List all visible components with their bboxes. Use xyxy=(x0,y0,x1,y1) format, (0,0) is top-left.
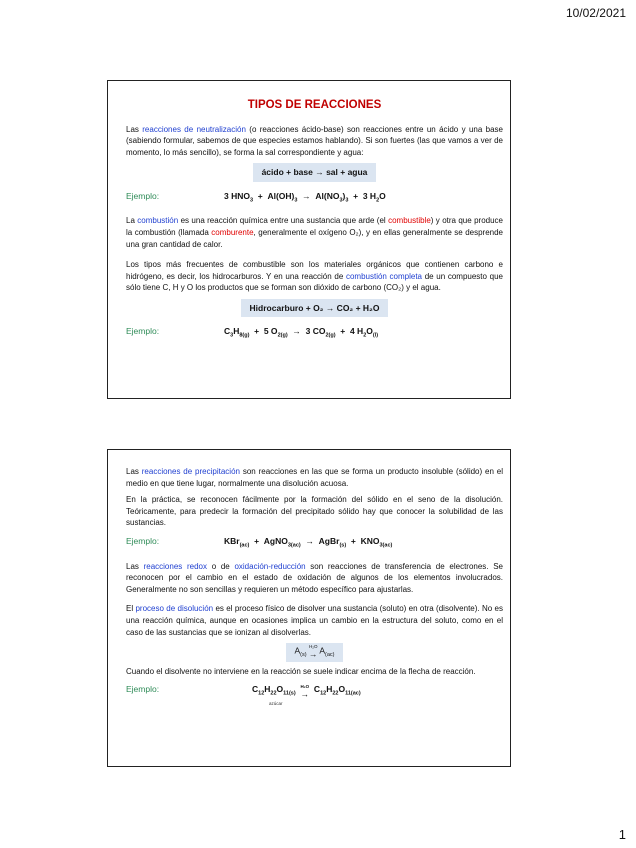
precipitation-paragraph: Las reacciones de precipitación son reacciones en las que se forma un producto insoluble (sólido) en el medio en que tiene lugar, normalmente una disolución acuosa. xyxy=(126,467,504,488)
redox-paragraph: Las reacciones redox o de oxidación-reducción son reacciones de transferencia de electrones. Se reconocen por el cambio en el estado de oxidación de algunos de los elementos involucrados. Generalmente no son sencillas y requieren un método específico para ajustarlas. xyxy=(126,561,504,594)
example-label: Ejemplo: xyxy=(126,190,160,201)
term-oxidation-reduction: oxidación-reducción xyxy=(234,561,306,571)
neutralization-example xyxy=(126,190,503,206)
slide-title: TIPOS DE REACCIONES xyxy=(247,99,382,111)
page-date: 10/02/2021 xyxy=(565,6,626,20)
term-fuel: combustible xyxy=(388,216,431,226)
dissolution-paragraph: El proceso de disolución es el proceso físico de disolver una sustancia (soluto) en otra (disolvente). No es una reacción química, aunque en ocasiones implica un cambio en la estructura del soluto, como en el caso de las sustancias que se ionizan al disolverlas. xyxy=(126,604,503,637)
term-neutralization: reacciones de neutralización xyxy=(142,124,246,134)
dissolution-example xyxy=(126,683,503,699)
combustion-example-equation: $C_3H_{8(g)} + 5$ $O_{2(g)} \to 3$ $CO_{2(g)} + 4$ $H_2O_{(l)}$ xyxy=(224,326,379,339)
term-complete-combustion: combustión completa xyxy=(345,271,423,281)
solvent-label: H₂O xyxy=(308,644,318,650)
solvent-note-paragraph: Cuando el disolvente no interviene en la reacción se suele indicar encima de la flecha de reacción. xyxy=(126,667,476,677)
combustion-general-equation: Hidrocarburo + O₂ → CO₂ + H₂O xyxy=(241,299,389,317)
term-oxidizer: comburente xyxy=(211,228,254,238)
slide-reaction-types xyxy=(107,80,511,399)
page-number: 1 xyxy=(618,827,626,842)
neutralization-example-equation: 3 $HNO_3 + Al(OH)_3 \to Al(NO_3)_3 + 3$ $H_2O$ xyxy=(224,190,386,204)
example-label: Ejemplo: xyxy=(126,683,160,694)
slide-reaction-types-2 xyxy=(107,449,511,767)
dissolution-general-equation: $A_{(s)}$ H₂O → $A_{(ac)}$ xyxy=(286,643,342,662)
term-redox: reacciones redox xyxy=(143,561,207,571)
precipitation-example xyxy=(126,535,503,551)
hydrocarbon-paragraph: Los tipos más frecuentes de combustible son los materiales orgánicos que contienen carbono e hidrógeno, es decir, los hidrocarburos. Y en una reacción de combustión completa de un compuesto que sólo tiene C, H y O los productos que se forman son dióxido de carbono (CO₂) y el agua. xyxy=(126,260,504,293)
dissolution-example-equation: $C_{12}H_{22}O_{11(s)}$ H₂O → $C_{12}H_{22}O_{11(ac)}$ xyxy=(252,683,361,699)
example-label: Ejemplo: xyxy=(126,535,160,546)
neutralization-paragraph: Las reacciones de neutralización (o reacciones ácido-base) son reacciones entre un ácido y una base (sabiendo formular, sabemos de que especies estamos hablando). Si son fuertes (las que vamos a ver de momento, lo más sencillo), se forma la sal correspondiente y agua: xyxy=(126,124,504,157)
sugar-caption: azúcar xyxy=(269,701,283,707)
precipitation-practice-paragraph: En la práctica, se reconocen fácilmente por la formación del sólido en el seno de la disolución. Teóricamente, para predecir la formación del precipitado sólido hay que conocer la solubilidad de las sustancias. xyxy=(126,495,503,528)
example-label: Ejemplo: xyxy=(126,326,160,337)
term-precipitation: reacciones de precipitación xyxy=(141,467,240,476)
term-combustion: combustión xyxy=(137,216,179,226)
combustion-paragraph: La combustión es una reacción química entre una sustancia que arde (el combustible) y otra que produce la combustión (llamada comburente, generalmente el oxígeno O₂), y en ellas generalmente se desprende una gran cantidad de calor. xyxy=(126,216,503,249)
neutralization-general-equation: ácido + base → sal + agua xyxy=(253,163,377,181)
combustion-example xyxy=(126,325,503,341)
term-dissolution: proceso de disolución xyxy=(135,604,214,614)
precipitation-example-equation: KBr$_{(ac)}$ + AgNO$_{3(ac)}$ → AgBr$_{(s)}$ + $KNO_{3(ac)}$ xyxy=(224,535,393,549)
